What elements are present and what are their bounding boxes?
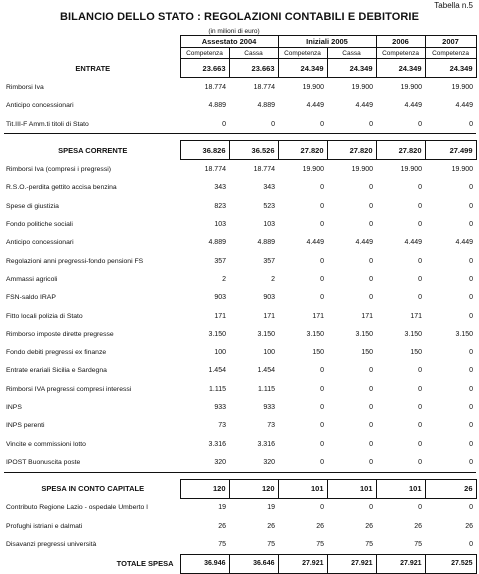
row-value: 4.449 — [404, 102, 423, 110]
row-value: 171 — [361, 312, 374, 320]
row-value: 75 — [365, 541, 374, 549]
row-label: Anticipo concessionari — [6, 239, 74, 247]
row-label: Anticipo concessionari — [6, 102, 74, 110]
row-value: 26 — [218, 522, 226, 530]
row-value: 27.525 — [425, 554, 476, 573]
table-row — [4, 362, 476, 380]
row-value: 150 — [312, 349, 324, 357]
row-value: 357 — [214, 257, 226, 265]
row-value: 26 — [465, 522, 474, 530]
row-value: 0 — [369, 403, 374, 411]
row-value: 0 — [469, 184, 474, 192]
row-value: 171 — [410, 312, 423, 320]
row-value: 1.454 — [257, 367, 275, 375]
row-value: 75 — [267, 541, 275, 549]
row-value: 0 — [369, 422, 374, 430]
row-value: 27.499 — [425, 141, 476, 160]
row-value: 0 — [469, 504, 474, 512]
table-row — [4, 115, 476, 134]
table-row — [4, 435, 476, 453]
row-value: 0 — [369, 458, 374, 466]
row-value: 0 — [418, 257, 423, 265]
table-row — [4, 215, 476, 233]
row-value: 4.449 — [306, 239, 324, 247]
table-row — [4, 307, 476, 325]
row-value: 903 — [214, 294, 226, 302]
row-value: 4.449 — [355, 239, 374, 247]
row-label: Fitto locali polizia di Stato — [6, 312, 83, 320]
row-value: 75 — [218, 541, 226, 549]
row-value: 0 — [320, 184, 324, 192]
row-value: 0 — [369, 221, 374, 229]
table-row — [4, 453, 476, 472]
table-row — [4, 270, 476, 288]
row-value: 0 — [469, 367, 474, 375]
row-value: 18.774 — [204, 83, 226, 91]
row-value: 1.454 — [208, 367, 226, 375]
row-label: Fondo politiche sociali — [6, 221, 73, 229]
row-value: 0 — [320, 458, 324, 466]
table-row — [4, 252, 476, 270]
table-row — [4, 289, 476, 307]
row-value: 0 — [418, 422, 423, 430]
row-value: 0 — [418, 120, 423, 128]
table-row — [4, 535, 476, 554]
row-value: 101 — [376, 479, 425, 498]
row-value: 3.150 — [355, 330, 374, 338]
row-value: 36.526 — [229, 141, 278, 160]
row-value: 0 — [369, 385, 374, 393]
row-value: 0 — [320, 202, 324, 210]
row-value: 73 — [218, 422, 226, 430]
row-value: 26 — [316, 522, 324, 530]
row-value: 0 — [469, 385, 474, 393]
row-value: 103 — [214, 221, 226, 229]
column-sub-header — [4, 48, 476, 59]
row-value: 0 — [320, 504, 324, 512]
row-label: Rimborso imposte dirette pregresse — [6, 330, 114, 338]
row-value: 0 — [369, 120, 374, 128]
row-value: 27.820 — [376, 141, 425, 160]
row-value: 27.921 — [376, 554, 425, 573]
row-value: 24.349 — [278, 59, 327, 78]
row-value: 27.921 — [327, 554, 376, 573]
row-value: 103 — [263, 221, 275, 229]
row-value: 0 — [369, 202, 374, 210]
row-value: 150 — [410, 349, 423, 357]
row-value: 3.316 — [257, 440, 275, 448]
row-value: 4.449 — [355, 102, 374, 110]
row-label: SPESA IN CONTO CAPITALE — [41, 484, 145, 494]
row-value: 933 — [214, 403, 226, 411]
table-row — [4, 498, 476, 517]
column-group: Iniziali 2005 — [278, 36, 376, 48]
row-value: 0 — [469, 440, 474, 448]
row-value: 0 — [418, 385, 423, 393]
row-value: 4.889 — [208, 102, 226, 110]
row-value: 24.349 — [425, 59, 476, 78]
row-value: 0 — [469, 458, 474, 466]
column-group: 2007 — [425, 36, 476, 48]
row-value: 0 — [320, 257, 324, 265]
column-group: Assestato 2004 — [180, 36, 278, 48]
row-label: R.S.O.-perdita gettito accisa benzina — [6, 184, 117, 192]
row-label: TOTALE SPESA — [116, 559, 174, 569]
row-value: 36.946 — [180, 554, 229, 573]
row-label: INPS perenti — [6, 422, 45, 430]
row-value: 1.115 — [258, 385, 275, 393]
row-value: 24.349 — [376, 59, 425, 78]
row-value: 19 — [218, 504, 226, 512]
row-value: 3.150 — [455, 330, 474, 338]
row-label: Fondo debiti pregressi ex finanze — [6, 349, 107, 357]
row-label: ENTRATE — [75, 63, 111, 73]
row-value: 3.150 — [257, 330, 275, 338]
row-value: 26 — [365, 522, 374, 530]
row-value: 0 — [469, 202, 474, 210]
column-header: Cassa — [327, 48, 376, 59]
column-group-header — [4, 36, 476, 48]
row-label: Rimborsi IVA pregressi compresi interessi — [6, 385, 132, 393]
row-value: 0 — [469, 349, 474, 357]
row-value: 2 — [271, 275, 275, 283]
row-label: Entrate erariali Sicilia e Sardegna — [6, 367, 107, 375]
row-label: Rimborsi Iva (compresi i pregressi) — [6, 165, 111, 173]
row-spacer — [4, 472, 476, 479]
row-value: 1.115 — [209, 385, 226, 393]
row-value: 0 — [418, 202, 423, 210]
table-row — [4, 325, 476, 343]
row-label: Spese di giustizia — [6, 202, 59, 210]
row-value: 0 — [469, 403, 474, 411]
column-header: Competenza — [425, 48, 476, 59]
row-label: SPESA CORRENTE — [58, 145, 128, 155]
table-row — [4, 398, 476, 416]
table-row — [4, 380, 476, 398]
row-value: 75 — [414, 541, 423, 549]
row-label: Rimborsi Iva — [6, 83, 44, 91]
row-value: 523 — [263, 202, 275, 210]
unit-note: (in milioni di euro) — [208, 28, 260, 35]
row-value: 4.889 — [208, 239, 226, 247]
row-value: 18.774 — [204, 166, 226, 174]
row-value: 0 — [320, 403, 324, 411]
row-value: 0 — [271, 120, 275, 128]
row-value: 0 — [369, 294, 374, 302]
row-value: 0 — [418, 403, 423, 411]
row-value: 3.316 — [208, 440, 226, 448]
row-value: 24.349 — [327, 59, 376, 78]
row-value: 23.663 — [229, 59, 278, 78]
table-row — [4, 179, 476, 197]
row-value: 3.150 — [208, 330, 226, 338]
column-header: Competenza — [278, 48, 327, 59]
row-value: 2 — [222, 275, 226, 283]
row-value: 19.900 — [302, 166, 324, 174]
row-value: 4.889 — [257, 102, 275, 110]
row-value: 823 — [214, 202, 226, 210]
row-label: Regolazioni anni pregressi-fondo pensioni FS — [6, 257, 144, 265]
row-value: 19.900 — [451, 166, 474, 174]
section-row — [4, 479, 476, 498]
row-value: 75 — [316, 541, 324, 549]
row-value: 0 — [469, 422, 474, 430]
table-row — [4, 343, 476, 361]
row-value: 26 — [267, 522, 275, 530]
row-value: 26 — [414, 522, 423, 530]
row-value: 101 — [278, 479, 327, 498]
row-value: 343 — [214, 184, 226, 192]
row-value: 19.900 — [451, 83, 474, 91]
table-row — [4, 517, 476, 535]
page-title: BILANCIO DELLO STATO : REGOLAZIONI CONTABILI E DEBITORIE — [59, 11, 420, 23]
table-row — [4, 97, 476, 115]
row-value: 0 — [418, 458, 423, 466]
row-value: 357 — [263, 257, 275, 265]
row-value: 0 — [369, 257, 374, 265]
row-label: FSN-saldo IRAP — [6, 294, 56, 302]
row-label: INPS — [6, 403, 22, 411]
row-value: 73 — [267, 422, 275, 430]
row-value: 0 — [469, 221, 474, 229]
row-value: 36.646 — [229, 554, 278, 573]
row-value: 19 — [267, 504, 275, 512]
row-value: 36.826 — [180, 141, 229, 160]
row-value: 0 — [469, 294, 474, 302]
section-row — [4, 59, 476, 78]
row-value: 171 — [312, 312, 324, 320]
row-value: 320 — [263, 458, 275, 466]
row-value: 19.900 — [351, 83, 374, 91]
row-value: 19.900 — [400, 83, 423, 91]
row-value: 3.150 — [306, 330, 324, 338]
row-label: Disavanzi pregressi università — [6, 541, 97, 549]
row-value: 4.889 — [257, 239, 275, 247]
table-row — [4, 197, 476, 215]
row-value: 343 — [263, 184, 275, 192]
row-value: 0 — [418, 504, 423, 512]
row-value: 18.774 — [253, 83, 275, 91]
row-value: 19.900 — [302, 83, 324, 91]
row-value: 0 — [418, 367, 423, 375]
row-label: Ammassi agricoli — [6, 275, 58, 283]
row-value: 4.449 — [306, 102, 324, 110]
row-value: 0 — [418, 275, 423, 283]
row-value: 0 — [469, 257, 474, 265]
section-row — [4, 141, 476, 160]
row-value: 120 — [180, 479, 229, 498]
row-value: 18.774 — [253, 166, 275, 174]
column-header: Cassa — [229, 48, 278, 59]
row-value: 0 — [320, 422, 324, 430]
column-header: Competenza — [376, 48, 425, 59]
row-value: 150 — [361, 349, 374, 357]
row-value: 320 — [214, 458, 226, 466]
row-value: 0 — [320, 275, 324, 283]
row-value: 120 — [229, 479, 278, 498]
row-value: 27.921 — [278, 554, 327, 573]
row-value: 0 — [320, 221, 324, 229]
row-label: Profughi istriani e dalmati — [6, 522, 83, 530]
table-row — [4, 417, 476, 435]
row-value: 0 — [320, 367, 324, 375]
row-value: 0 — [320, 294, 324, 302]
row-value: 0 — [469, 312, 474, 320]
row-value: 3.150 — [404, 330, 423, 338]
row-value: 0 — [418, 221, 423, 229]
row-value: 171 — [263, 312, 275, 320]
row-value: 4.449 — [455, 102, 474, 110]
row-value: 23.663 — [180, 59, 229, 78]
row-label: IPOST Buonuscita poste — [6, 458, 81, 466]
row-value: 0 — [369, 504, 374, 512]
row-value: 19.900 — [351, 166, 374, 174]
row-value: 100 — [214, 349, 226, 357]
row-value: 933 — [263, 403, 275, 411]
column-header: Competenza — [180, 48, 229, 59]
row-value: 100 — [263, 349, 275, 357]
row-value: 19.900 — [400, 166, 423, 174]
row-value: 4.449 — [404, 239, 423, 247]
row-value: 0 — [320, 120, 324, 128]
row-value: 903 — [263, 294, 275, 302]
table-row — [4, 234, 476, 252]
row-value: 26 — [425, 479, 476, 498]
row-value: 4.449 — [455, 239, 474, 247]
row-value: 0 — [469, 120, 474, 128]
row-value: 0 — [369, 440, 374, 448]
table-row — [4, 160, 476, 179]
table-row — [4, 78, 476, 97]
column-group: 2006 — [376, 36, 425, 48]
table-number: Tabella n.5 — [434, 1, 473, 10]
row-value: 101 — [327, 479, 376, 498]
row-spacer — [4, 134, 476, 141]
row-label: Vincite e commissioni lotto — [6, 440, 86, 448]
row-value: 0 — [469, 541, 474, 549]
row-value: 0 — [222, 120, 226, 128]
budget-table — [4, 35, 477, 574]
row-value: 0 — [369, 184, 374, 192]
row-value: 0 — [320, 440, 324, 448]
total-row — [4, 554, 476, 573]
row-value: 0 — [418, 294, 423, 302]
row-label: Tit.III-F Amm.ti titoli di Stato — [6, 120, 89, 128]
row-value: 0 — [369, 367, 374, 375]
row-value: 0 — [320, 385, 324, 393]
row-label: Contributo Regione Lazio - ospedale Umberto I — [6, 504, 149, 512]
row-value: 27.820 — [278, 141, 327, 160]
row-value: 171 — [214, 312, 226, 320]
row-value: 0 — [418, 440, 423, 448]
row-value: 27.820 — [327, 141, 376, 160]
row-value: 0 — [469, 275, 474, 283]
row-value: 0 — [369, 275, 374, 283]
row-value: 0 — [418, 184, 423, 192]
